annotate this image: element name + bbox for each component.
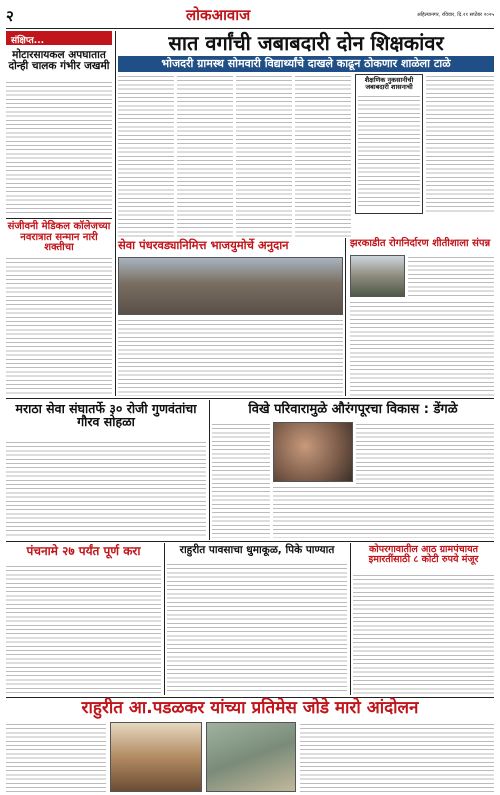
- bottom-story-photo-2: [206, 722, 296, 792]
- vikhe-story-photo: [273, 422, 353, 482]
- right-story-photo: [350, 255, 405, 297]
- right-story-headline: झरकाडीत रोगनिर्दारण शीतीशाला संपन्न: [350, 238, 491, 249]
- top-story-col2: [177, 74, 233, 237]
- right-story-body-top: [408, 255, 494, 297]
- vikhe-story-body-right: [356, 422, 494, 538]
- left-divider: [6, 218, 112, 219]
- date-line: अहिल्यानगर, रविवार, दि.२१ सप्टेंबर २०२५: [416, 12, 494, 18]
- kopargaon-story-body: [353, 573, 494, 694]
- column-rule-mid: [345, 238, 346, 396]
- masthead: [6, 4, 494, 26]
- column-rule-3: [164, 543, 165, 695]
- top-story-col3: [236, 74, 292, 237]
- section-rule-1: [6, 398, 494, 399]
- seva-story-body: [118, 318, 343, 396]
- vikhe-story-headline: विखे परिवारामुळे औरंगपूरचा विकास : डेंगळे: [248, 402, 458, 417]
- left-story2-headline: संजीवनी मेडिकल कॉलेजच्या नवरात्रात सन्मान नारी शक्तीचा: [7, 221, 111, 253]
- panchnama-story-body: [6, 564, 161, 694]
- rahuri-story-headline: राहुरीत पावसाचा धुमाकूळ, पिके पाण्यात: [179, 544, 335, 556]
- bottom-story-body-2: [300, 722, 494, 792]
- left-story1-headline: मोटारसायकल अपघातात दोन्ही चालक गंभीर जखमी: [8, 49, 110, 73]
- kopargaon-story-headline: कोपरगावातील आठ ग्रामपंचायत इमारतींसाठी ८ कोटी रुपये मंजूर: [368, 544, 479, 565]
- top-story-subheadline: भोजदरी ग्रामस्थ सोमवारी विद्यार्थ्यांचे दाखले काढून ठोकणार शाळेला टाळे: [118, 56, 494, 72]
- box-story-body: [358, 94, 420, 209]
- masthead-rule: [6, 28, 494, 29]
- column-rule-left: [115, 31, 116, 396]
- bottom-story-photo-1: [110, 722, 202, 792]
- left-story1-body: [6, 80, 112, 214]
- rahuri-story-body: [167, 562, 347, 694]
- left-story2-body: [6, 256, 112, 396]
- column-rule-2: [209, 400, 210, 540]
- right-story-body: [350, 300, 494, 396]
- bottom-story-body-1: [6, 722, 106, 792]
- column-rule-4: [350, 543, 351, 695]
- section-rule-2: [6, 541, 494, 542]
- sankshipt-label: [6, 31, 112, 45]
- box-story-headline: शैक्षणिक नुकसानीची जबाबदारी शासनाची: [364, 76, 414, 91]
- top-story-headline: सात वर्गांची जबाबदारी दोन शिक्षकांवर: [168, 31, 444, 55]
- top-story-col4: [295, 74, 351, 237]
- maratha-story-body: [6, 440, 206, 538]
- panchnama-story-headline: पंचनामे २७ पर्यंत पूर्ण करा: [26, 544, 141, 558]
- bottom-story-headline: राहुरीत आ.पडळकर यांच्या प्रतिमेस जोडे मारो आंदोलन: [81, 698, 419, 718]
- box-story: [355, 74, 423, 214]
- page-number: २: [6, 7, 14, 25]
- seva-story-headline: सेवा पंधरवड्यानिमित्त भाजयुमोर्चे अनुदान: [118, 238, 289, 252]
- maratha-story-headline: मराठा सेवा संघातर्फे ३० रोजी गुणवंतांचा गौरव सोहळा: [15, 401, 197, 430]
- top-story-col1: [118, 74, 174, 237]
- sankshipt-text: संक्षिप्त...: [11, 36, 45, 46]
- top-right-col: [426, 74, 494, 214]
- newspaper-logo: लोकआवाज: [186, 6, 251, 24]
- vikhe-story-body-left: [212, 422, 270, 538]
- seva-story-photo: [118, 257, 343, 315]
